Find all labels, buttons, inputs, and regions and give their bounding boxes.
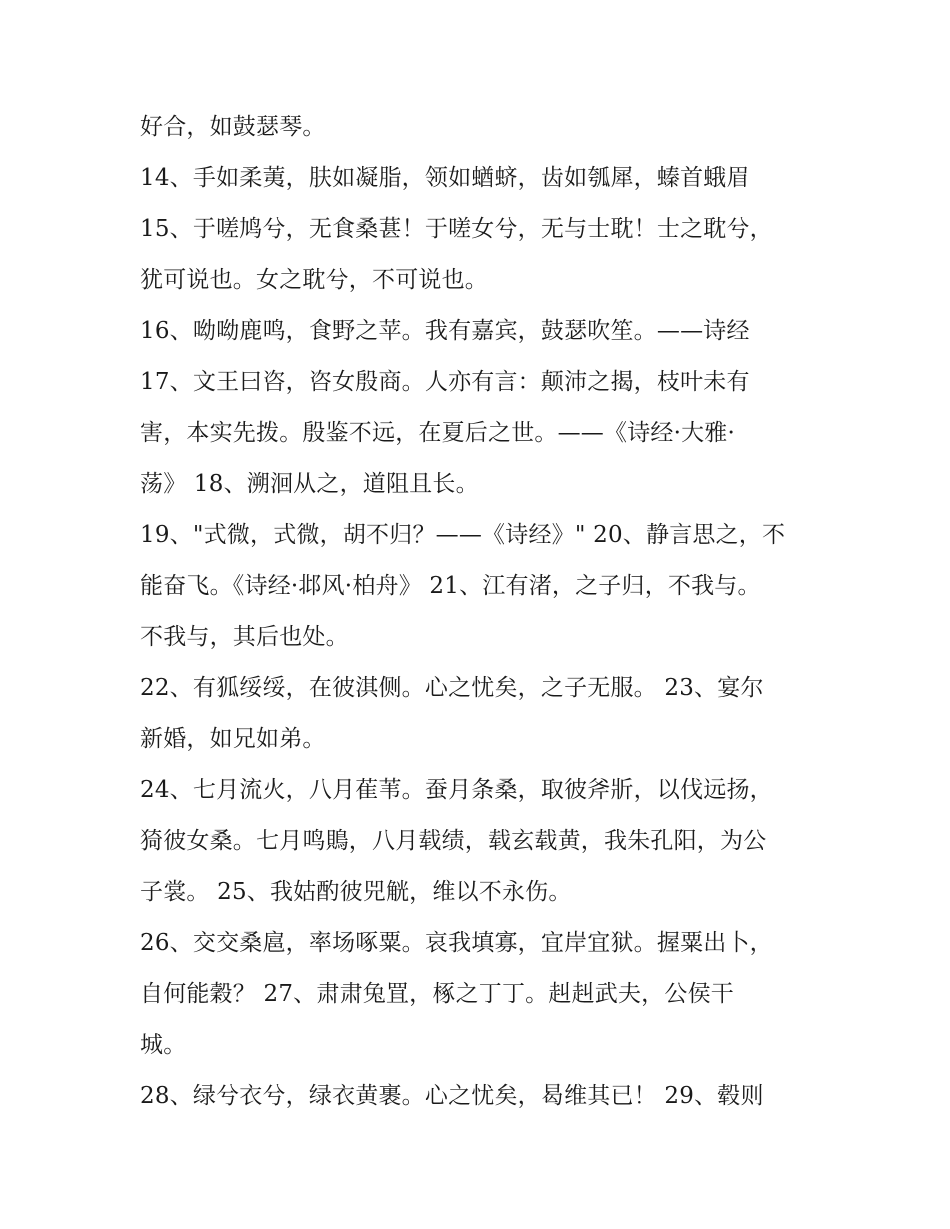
text-line: 城。	[140, 1032, 187, 1058]
text-line: 好合，如鼓瑟琴。	[140, 114, 326, 140]
text-line: 19、"式微，式微，胡不归？——《诗经》" 20、静言思之，不	[140, 522, 786, 548]
text-line: 能奋飞。《诗经·邶风·柏舟》 21、江有渚，之子归，不我与。	[140, 573, 761, 599]
text-line: 子裳。 25、我姑酌彼兕觥，维以不永伤。	[140, 879, 572, 905]
text-line: 28、绿兮衣兮，绿衣黄裹。心之忧矣，曷维其已！ 29、毂则	[140, 1083, 764, 1109]
text-line: 荡》 18、溯洄从之，道阻且长。	[140, 471, 479, 497]
text-line: 14、手如柔荑，肤如凝脂，领如蝤蛴，齿如瓠犀，螓首蛾眉	[140, 165, 750, 191]
text-line: 24、七月流火，八月萑苇。蚕月条桑，取彼斧斨，以伐远扬，	[140, 777, 773, 803]
text-line: 犹可说也。女之耽兮，不可说也。	[140, 267, 488, 293]
text-line: 16、呦呦鹿鸣，食野之苹。我有嘉宾，鼓瑟吹笙。——诗经	[140, 318, 750, 344]
text-line: 自何能穀？ 27、肃肃兔罝，椓之丁丁。赳赳武夫，公侯干	[140, 981, 734, 1007]
text-line: 害，本实先拨。殷鉴不远，在夏后之世。——《诗经·大雅·	[140, 420, 736, 446]
poem-text-block	[140, 102, 830, 1122]
text-line: 26、交交桑扈，率场啄粟。哀我填寡，宜岸宜狱。握粟出卜，	[140, 930, 773, 956]
text-line: 15、于嗟鸠兮，无食桑葚！于嗟女兮，无与士耽！士之耽兮，	[140, 216, 773, 242]
text-line: 22、有狐绥绥，在彼淇侧。心之忧矣，之子无服。 23、宴尔	[140, 675, 764, 701]
text-line: 新婚，如兄如弟。	[140, 726, 326, 752]
text-line: 猗彼女桑。七月鸣鵙，八月载绩，载玄载黄，我朱孔阳，为公	[140, 828, 767, 854]
text-line: 17、文王曰咨，咨女殷商。人亦有言：颠沛之揭，枝叶未有	[140, 369, 750, 395]
text-line: 不我与，其后也处。	[140, 624, 349, 650]
